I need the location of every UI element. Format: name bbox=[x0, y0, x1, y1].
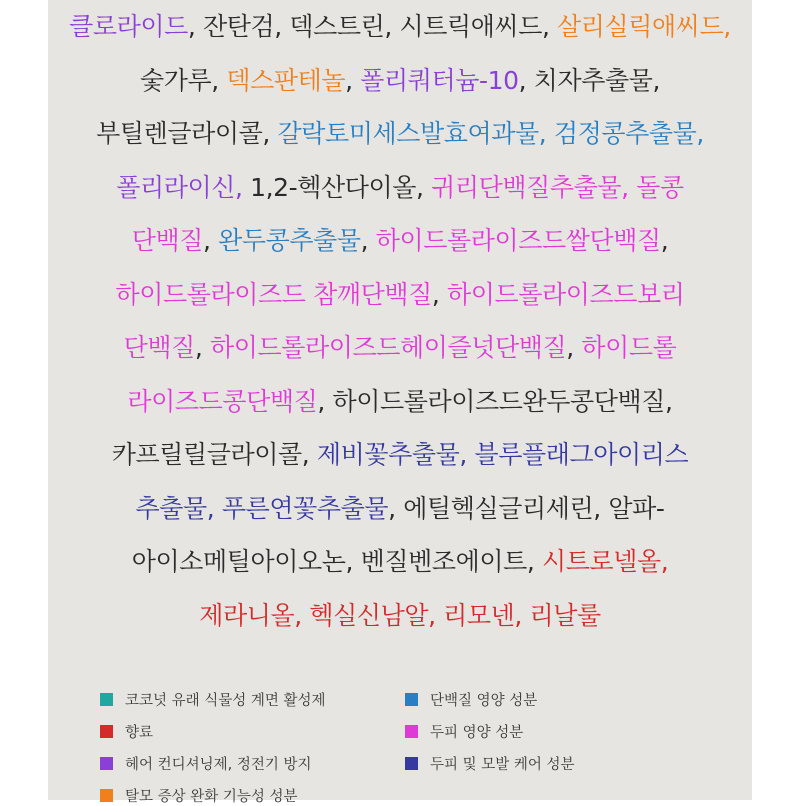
legend-item bbox=[100, 752, 312, 774]
ingredient-text: 제비꽃추출물, 블루플래그아이리스 bbox=[316, 440, 689, 469]
legend-label: 두피 영양 성분 bbox=[430, 724, 524, 741]
legend-swatch bbox=[405, 693, 418, 706]
ingredient-text: 아이소메틸아이오논, 벤질벤조에이트, bbox=[131, 547, 542, 576]
legend-label: 두피 및 모발 케어 성분 bbox=[430, 756, 575, 773]
legend-swatch bbox=[405, 725, 418, 738]
ingredient-text: 하이드롤라이즈드쌀단백질 bbox=[375, 226, 661, 255]
legend-label: 향료 bbox=[125, 724, 154, 741]
ingredient-text: , 치자추출물, bbox=[518, 65, 660, 95]
legend-item bbox=[100, 720, 153, 742]
ingredient-line bbox=[56, 107, 744, 161]
legend-swatch bbox=[100, 757, 113, 770]
ingredient-text: , 검정콩추출물, bbox=[538, 119, 704, 148]
ingredient-text: , bbox=[660, 226, 669, 255]
ingredient-text: 부틸렌글라이콜, bbox=[96, 119, 278, 148]
ingredient-list bbox=[56, 0, 744, 642]
legend-item bbox=[405, 752, 575, 774]
ingredient-text: 라이즈드콩단백질 bbox=[127, 386, 318, 416]
ingredient-text: 시트로넬올, bbox=[541, 547, 669, 576]
legend-swatch bbox=[100, 725, 113, 738]
ingredient-text: , 에틸헥실글리세린, 알파- bbox=[388, 493, 665, 523]
ingredient-line bbox=[56, 54, 744, 108]
ingredient-text: , 잔탄검, 덱스트린, 시트릭애씨드, bbox=[187, 12, 558, 41]
ingredient-text: 하이드롤라이즈드보리 bbox=[446, 279, 685, 309]
ingredient-text: 리모넨, 리날룰 bbox=[443, 600, 601, 630]
ingredient-line bbox=[56, 321, 744, 375]
ingredient-text: 하이드롤라이즈드헤이즐넛단백질 bbox=[209, 333, 567, 362]
legend-label: 헤어 컨디셔닝제, 정전기 방지 bbox=[125, 756, 312, 773]
ingredient-text: 추출물, 푸른연꽃추출물 bbox=[135, 493, 389, 523]
ingredient-text: , bbox=[203, 226, 219, 255]
ingredient-text: 덱스판테놀 bbox=[226, 65, 346, 95]
ingredient-text: 카프릴릴글라이콜, bbox=[111, 440, 317, 469]
ingredient-text: 완두콩추출물 bbox=[218, 226, 361, 255]
ingredient-text: 폴리라이신, bbox=[116, 172, 251, 202]
ingredient-text: 1,2-헥산다이올, bbox=[250, 172, 432, 202]
ingredient-text: 단백질 bbox=[131, 226, 203, 255]
ingredient-text: 폴리쿼터늄-10 bbox=[360, 65, 519, 95]
ingredient-text: , bbox=[566, 333, 582, 362]
legend-item bbox=[100, 784, 298, 806]
legend-label: 단백질 영양 성분 bbox=[430, 692, 538, 709]
ingredient-text: , 하이드롤라이즈드완두콩단백질, bbox=[317, 386, 673, 416]
ingredient-text: , bbox=[194, 333, 210, 362]
legend-swatch bbox=[100, 693, 113, 706]
legend-label: 코코넛 유래 식물성 계면 활성제 bbox=[125, 692, 326, 709]
ingredient-text: 클로라이드 bbox=[69, 12, 188, 41]
ingredient-text: 갈락토미세스발효여과물 bbox=[277, 119, 539, 148]
color-legend bbox=[100, 682, 740, 805]
legend-label: 탈모 증상 완화 기능성 성분 bbox=[125, 788, 298, 805]
ingredient-line bbox=[56, 375, 744, 429]
ingredient-text: 제라니올, 헥실신남알, bbox=[199, 600, 444, 630]
ingredient-text: 하이드롤라이즈드 참깨단백질 bbox=[115, 279, 432, 309]
legend-item bbox=[405, 720, 523, 742]
ingredient-text: 숯가루, bbox=[139, 65, 227, 95]
ingredient-text: , bbox=[345, 65, 361, 95]
ingredient-line bbox=[56, 214, 744, 268]
ingredient-line bbox=[56, 161, 744, 215]
ingredient-line bbox=[56, 0, 744, 54]
ingredient-line bbox=[56, 482, 744, 536]
ingredient-text: 살리실릭애씨드, bbox=[557, 12, 731, 41]
legend-item bbox=[405, 688, 537, 710]
ingredient-text: 단백질 bbox=[123, 333, 195, 362]
legend-item bbox=[100, 688, 326, 710]
ingredient-line bbox=[56, 428, 744, 482]
ingredient-text: 하이드롤 bbox=[581, 333, 677, 362]
ingredient-text: , bbox=[431, 279, 447, 309]
ingredient-text: , bbox=[360, 226, 376, 255]
legend-swatch bbox=[405, 757, 418, 770]
ingredient-line bbox=[56, 535, 744, 589]
ingredient-line bbox=[56, 268, 744, 322]
ingredient-line bbox=[56, 589, 744, 643]
ingredient-text: 귀리단백질추출물, 돌콩 bbox=[431, 172, 684, 202]
